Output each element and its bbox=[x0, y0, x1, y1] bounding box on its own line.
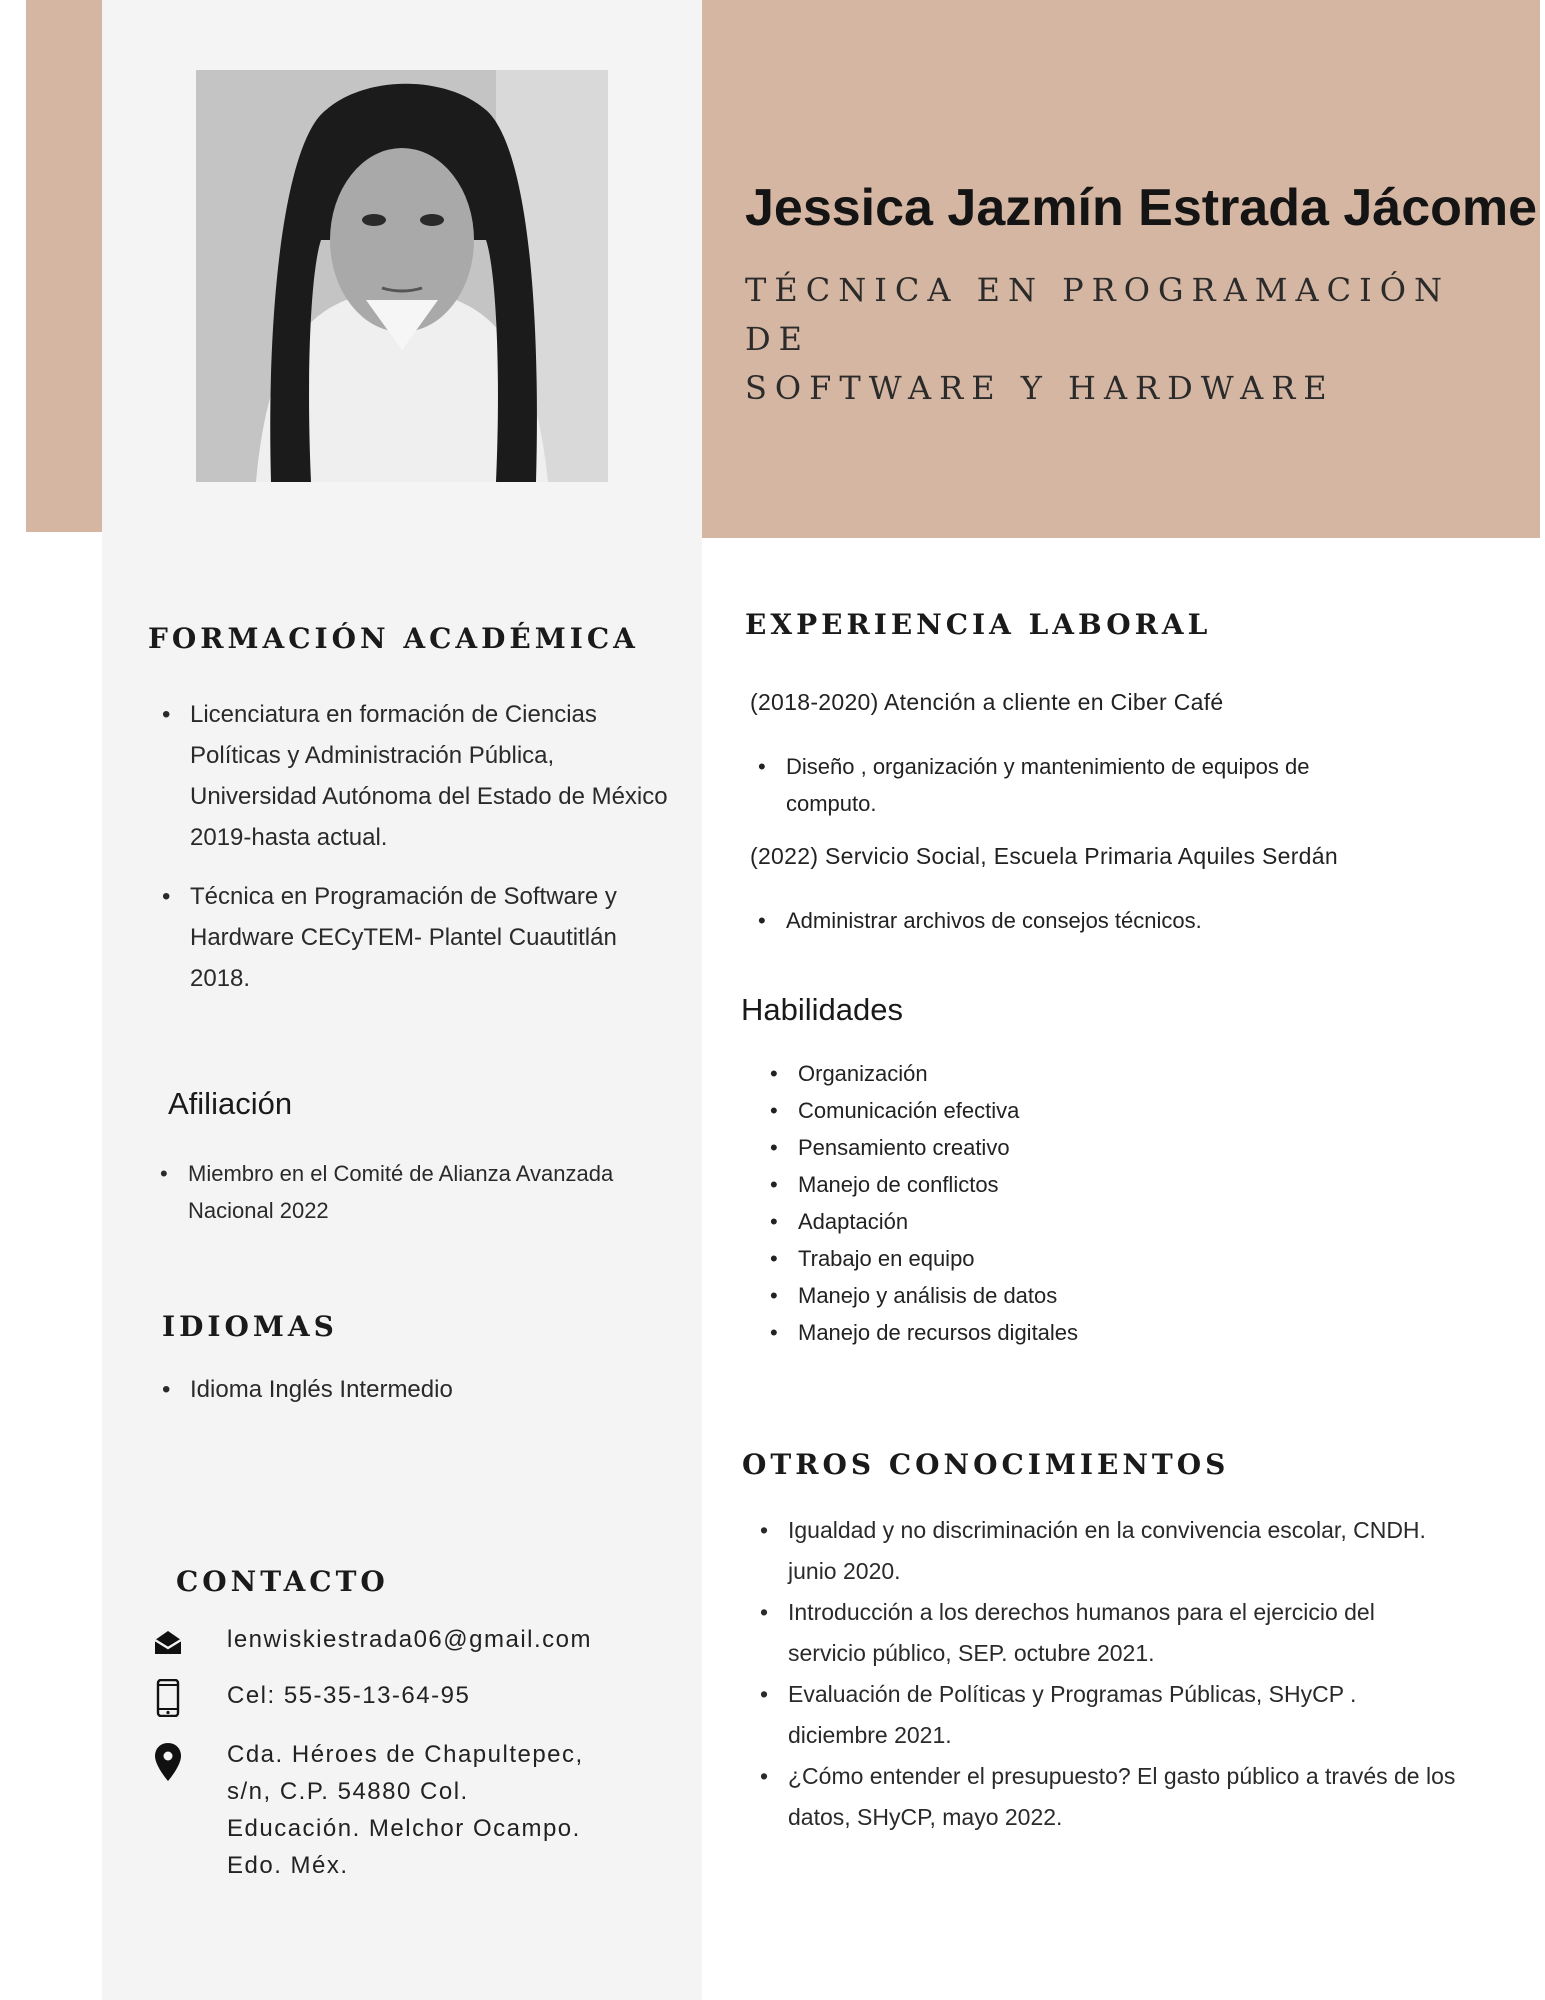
languages-list bbox=[160, 1372, 680, 1408]
profile-photo bbox=[196, 70, 608, 482]
contact-heading: CONTACTO bbox=[176, 1565, 389, 1598]
job-tasks bbox=[756, 748, 1396, 822]
list-item: • Adaptación bbox=[768, 1203, 1328, 1240]
contact-email bbox=[150, 1622, 592, 1662]
address-line: s/n, C.P. 54880 Col. bbox=[227, 1778, 469, 1805]
affiliation-heading: Afiliación bbox=[168, 1086, 293, 1121]
contact-address bbox=[150, 1741, 584, 1879]
list-item: • Administrar archivos de consejos técnicos. bbox=[756, 902, 1396, 939]
list-item: • Pensamiento creativo bbox=[768, 1129, 1328, 1166]
address-text bbox=[227, 1736, 584, 1884]
education-list bbox=[160, 694, 680, 1017]
languages-heading: IDIOMAS bbox=[162, 1310, 338, 1343]
address-line: Educación. Melchor Ocampo. bbox=[227, 1815, 581, 1842]
list-item: • Manejo y análisis de datos bbox=[768, 1277, 1328, 1314]
skills-heading: Habilidades bbox=[741, 992, 903, 1027]
education-heading: FORMACIÓN ACADÉMICA bbox=[148, 622, 639, 655]
job-tasks bbox=[756, 902, 1396, 939]
experience-heading: EXPERIENCIA LABORAL bbox=[745, 608, 1212, 641]
skills-list bbox=[768, 1055, 1328, 1351]
job-title-entry: (2018-2020) Atención a cliente en Ciber Café bbox=[750, 689, 1224, 715]
list-item: • Manejo de conflictos bbox=[768, 1166, 1328, 1203]
list-item: • Evaluación de Políticas y Programas Públicas, SHyCP . diciembre 2021. bbox=[758, 1674, 1458, 1756]
other-knowledge-list bbox=[758, 1510, 1458, 1838]
job-title-line: SOFTWARE Y HARDWARE bbox=[745, 369, 1335, 407]
list-item: • Idioma Inglés Intermedio bbox=[160, 1372, 680, 1408]
job-title-line: TÉCNICA EN PROGRAMACIÓN DE bbox=[745, 271, 1450, 358]
location-pin-icon bbox=[150, 1742, 186, 1782]
job-title bbox=[745, 266, 1465, 413]
candidate-name: Jessica Jazmín Estrada Jácome bbox=[745, 179, 1538, 237]
address-line: Cda. Héroes de Chapultepec, bbox=[227, 1741, 584, 1768]
list-item: • Introducción a los derechos humanos para el ejercicio del servicio público, SEP. octubre 2021. bbox=[758, 1592, 1458, 1674]
list-item: • Licenciatura en formación de Ciencias Políticas y Administración Pública, Universidad Autónoma del Estado de México 2019-hasta actual. bbox=[160, 694, 680, 858]
list-item: • Manejo de recursos digitales bbox=[768, 1314, 1328, 1351]
envelope-icon bbox=[150, 1622, 186, 1662]
email-text[interactable]: lenwiskiestrada06@gmail.com bbox=[227, 1626, 592, 1653]
phone-icon bbox=[150, 1678, 186, 1718]
list-item: • Diseño , organización y mantenimiento de equipos de computo. bbox=[756, 748, 1396, 822]
other-knowledge-heading: OTROS CONOCIMIENTOS bbox=[742, 1448, 1230, 1481]
affiliation-list bbox=[158, 1155, 688, 1229]
contact-phone bbox=[150, 1678, 471, 1718]
list-item: • Técnica en Programación de Software y Hardware CECyTEM- Plantel Cuautitlán 2018. bbox=[160, 876, 680, 999]
list-item: • Miembro en el Comité de Alianza Avanzada Nacional 2022 bbox=[158, 1155, 688, 1229]
list-item: • Trabajo en equipo bbox=[768, 1240, 1328, 1277]
list-item: • Organización bbox=[768, 1055, 1328, 1092]
phone-text[interactable]: Cel: 55-35-13-64-95 bbox=[227, 1682, 471, 1709]
list-item: • ¿Cómo entender el presupuesto? El gasto público a través de los datos, SHyCP, mayo 2022. bbox=[758, 1756, 1458, 1838]
address-line: Edo. Méx. bbox=[227, 1852, 349, 1879]
job-title-entry: (2022) Servicio Social, Escuela Primaria Aquiles Serdán bbox=[750, 843, 1338, 869]
list-item: • Igualdad y no discriminación en la convivencia escolar, CNDH. junio 2020. bbox=[758, 1510, 1458, 1592]
accent-stripe bbox=[26, 0, 102, 532]
list-item: • Comunicación efectiva bbox=[768, 1092, 1328, 1129]
